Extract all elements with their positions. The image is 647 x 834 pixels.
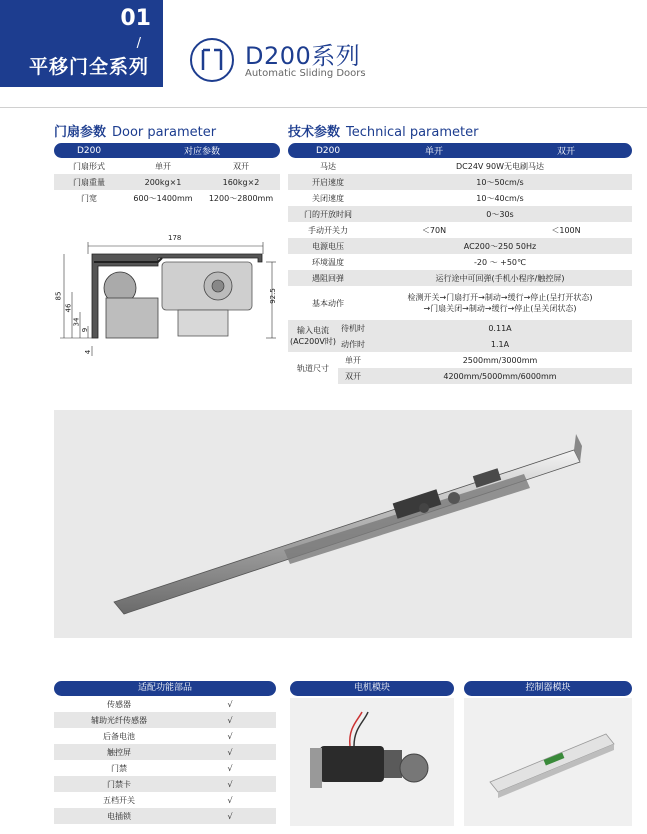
table-cell: 门宽 bbox=[81, 193, 97, 203]
table-cell: 2500mm/3000mm bbox=[462, 355, 538, 365]
table-cell bbox=[368, 286, 632, 320]
table-row bbox=[288, 222, 632, 238]
table-cell: 0～30s bbox=[368, 206, 632, 222]
table-row bbox=[54, 190, 280, 206]
table-row bbox=[288, 206, 632, 222]
table-row bbox=[54, 712, 276, 728]
table-header-cell: 双开 bbox=[500, 143, 632, 158]
door-parameter-title-cn: 门扇参数 bbox=[54, 125, 107, 140]
table-cell: 马达 bbox=[320, 161, 336, 171]
feature-name: 触控屏 bbox=[54, 744, 184, 760]
dim-46-label: 46 bbox=[64, 303, 73, 313]
table-cell: 手动开关力 bbox=[308, 225, 348, 235]
table-row bbox=[54, 792, 276, 808]
table-row bbox=[54, 174, 280, 190]
table-row bbox=[54, 744, 276, 760]
table-cell: 200kg×1 bbox=[124, 174, 202, 190]
feature-check: √ bbox=[184, 744, 276, 760]
table-cell: -20 ～ +50℃ bbox=[473, 257, 527, 267]
dim-34-label: 34 bbox=[72, 317, 81, 327]
technical-parameter-title bbox=[288, 121, 478, 140]
door-logo-icon bbox=[190, 38, 234, 82]
feature-check: √ bbox=[184, 712, 276, 728]
feature-name: 五档开关 bbox=[103, 795, 135, 805]
table-cell: 4200mm/5000mm/6000mm bbox=[368, 368, 632, 384]
table-row bbox=[288, 320, 632, 336]
series-title: 平移门全系列 bbox=[28, 56, 149, 78]
table-row bbox=[288, 368, 632, 384]
table-cell: 关闭速度 bbox=[312, 193, 344, 203]
controller-module-image bbox=[464, 698, 632, 826]
table-row bbox=[54, 158, 280, 174]
table-cell: 输入电流(AC200V时) bbox=[288, 320, 338, 352]
table-cell: 门的开放时间 bbox=[288, 206, 368, 222]
table-cell: 待机时 bbox=[338, 320, 368, 336]
feature-name: 后备电池 bbox=[103, 731, 135, 741]
table-cell: 轨道尺寸 bbox=[297, 363, 329, 373]
motor-module-image bbox=[290, 698, 454, 826]
basic-action-line: 检测开关→门扇打开→制动→缓行→停止(呈打开状态) bbox=[407, 293, 593, 302]
product-subtitle: Automatic Sliding Doors bbox=[245, 68, 366, 79]
table-row bbox=[54, 728, 276, 744]
header-divider bbox=[0, 107, 647, 108]
section-slash: / bbox=[136, 36, 141, 51]
table-row bbox=[288, 254, 632, 270]
features-table bbox=[54, 696, 276, 824]
table-row bbox=[288, 158, 632, 174]
table-cell: 600～1400mm bbox=[133, 193, 193, 203]
table-cell: 160kg×2 bbox=[202, 174, 280, 190]
table-cell: 环境温度 bbox=[312, 257, 344, 267]
table-cell: 门扇形式 bbox=[73, 161, 105, 171]
cross-section-drawing bbox=[54, 226, 280, 366]
feature-check: √ bbox=[227, 731, 233, 741]
dim-4-label: 4 bbox=[84, 349, 93, 355]
table-cell: 10～50cm/s bbox=[368, 174, 632, 190]
table-row bbox=[288, 270, 632, 286]
table-cell: 运行途中可回弹(手机小程序/触控屏) bbox=[368, 270, 632, 286]
table-header-row bbox=[54, 143, 280, 158]
dim-92-5-label: 92.5 bbox=[268, 288, 277, 304]
table-cell: 单开 bbox=[345, 355, 361, 365]
table-row bbox=[54, 696, 276, 712]
feature-name: 门禁卡 bbox=[54, 776, 184, 792]
feature-name: 电插锁 bbox=[54, 808, 184, 824]
table-row bbox=[288, 238, 632, 254]
feature-name: 传感器 bbox=[107, 699, 131, 709]
technical-parameter-title-cn: 技术参数 bbox=[288, 125, 341, 140]
header-block bbox=[0, 0, 163, 87]
table-cell: DC24V 90W无电刷马达 bbox=[455, 161, 545, 171]
controller-module-header: 控制器模块 bbox=[464, 681, 632, 696]
table-cell: 基本动作 bbox=[312, 298, 344, 308]
table-cell: 双开 bbox=[338, 368, 368, 384]
table-cell: 1200～2800mm bbox=[208, 193, 274, 203]
table-cell: 门扇重量 bbox=[54, 174, 124, 190]
feature-check: √ bbox=[184, 776, 276, 792]
table-header-cell: 单开 bbox=[368, 143, 500, 158]
table-cell: ＜100N bbox=[551, 225, 581, 235]
table-cell: 遇阻回弹 bbox=[288, 270, 368, 286]
door-parameter-table bbox=[54, 143, 280, 206]
table-cell: 单开 bbox=[155, 161, 171, 171]
feature-check: √ bbox=[227, 763, 233, 773]
table-cell: ＜70N bbox=[421, 225, 447, 235]
table-cell: 0.11A bbox=[368, 320, 632, 336]
technical-parameter-table bbox=[288, 143, 632, 384]
table-cell: 1.1A bbox=[368, 336, 632, 352]
feature-check: √ bbox=[184, 808, 276, 824]
features-header: 适配功能部品 bbox=[54, 681, 276, 696]
basic-action-line: →门扇关闭→制动→缓行→停止(呈关闭状态) bbox=[423, 304, 577, 313]
table-row bbox=[288, 336, 632, 352]
table-cell: 动作时 bbox=[338, 336, 368, 352]
table-header-row bbox=[288, 143, 632, 158]
motor-module-header: 电机模块 bbox=[290, 681, 454, 696]
table-row bbox=[54, 760, 276, 776]
door-parameter-title bbox=[54, 121, 216, 140]
section-number: 01 bbox=[120, 6, 151, 31]
table-header-cell: D200 bbox=[54, 143, 124, 158]
table-cell: 10～40cm/s bbox=[476, 193, 524, 203]
table-cell: 双开 bbox=[233, 161, 249, 171]
dim-85-label: 85 bbox=[54, 291, 63, 301]
table-row bbox=[288, 174, 632, 190]
product-title: D200系列 bbox=[245, 42, 361, 70]
table-row bbox=[288, 286, 632, 320]
table-cell: 电源电压 bbox=[288, 238, 368, 254]
table-header-cell: 对应参数 bbox=[124, 143, 280, 158]
door-parameter-title-en: Door parameter bbox=[112, 125, 217, 140]
table-header-cell: D200 bbox=[288, 143, 368, 158]
technical-parameter-title-en: Technical parameter bbox=[346, 125, 479, 140]
feature-check: √ bbox=[227, 795, 233, 805]
dim-9-label: 9 bbox=[81, 327, 90, 333]
table-row bbox=[54, 808, 276, 824]
feature-name: 门禁 bbox=[111, 763, 127, 773]
dim-width-label: 178 bbox=[168, 234, 182, 242]
feature-check: √ bbox=[227, 699, 233, 709]
table-row bbox=[54, 776, 276, 792]
table-row bbox=[288, 352, 632, 368]
feature-name: 辅助光纤传感器 bbox=[54, 712, 184, 728]
table-cell: 开启速度 bbox=[288, 174, 368, 190]
table-cell: AC200～250 50Hz bbox=[368, 238, 632, 254]
operator-product-photo bbox=[54, 410, 632, 638]
table-row bbox=[288, 190, 632, 206]
